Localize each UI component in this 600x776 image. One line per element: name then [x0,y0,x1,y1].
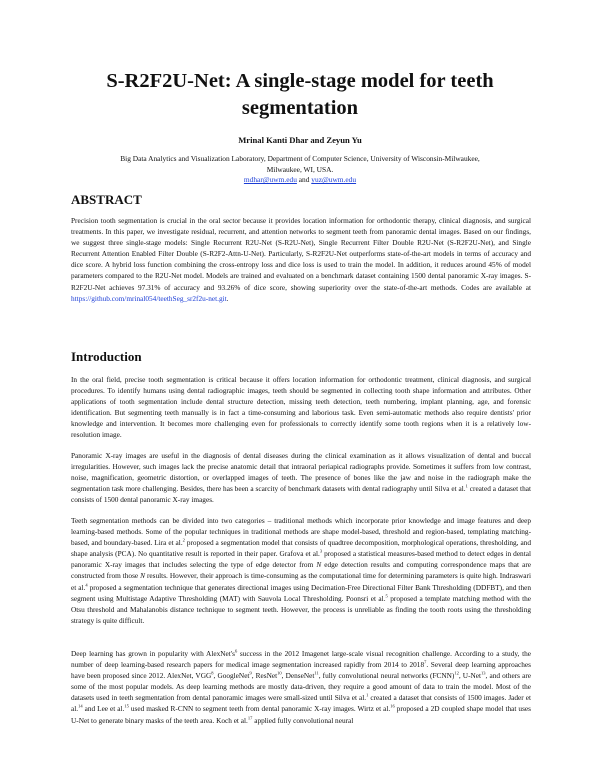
intro-paragraph-3 [71,515,531,626]
text-run: proposed a segmentation technique that generates directional images using Decimation-Free Directional Filter Bank Thresholding (DDFBT), and then segment using Multistage Adaptive Thresholding (MAT) with Sauvola Local Thresholding. Poonsri et al. [71,582,531,603]
text-run: results. However, their approach is time-consuming as the computational time for determining parameters is quite high. Indraswari et al. [71,571,531,592]
citation[interactable]: 13 [481,670,486,676]
italic-n: N [316,560,322,570]
citation[interactable]: 8 [211,670,214,676]
text-run: , ResNet [251,671,278,681]
citation[interactable]: 11 [314,670,319,676]
citation[interactable]: 16 [390,704,395,710]
citation[interactable]: 17 [247,715,253,721]
email-line [70,175,530,186]
intro-paragraph-2 [71,450,531,505]
citation[interactable]: 7 [424,659,427,665]
text-run: applied fully convolutional neural [252,715,354,725]
text-run: proposed a statistical measures-based method to detect edges in dental panoramic X-ray images that includes selecting the type of edge detector from [71,549,531,570]
text-run: . Several deep learning approaches have been proposed since 2012. AlexNet, VGG [71,660,531,681]
code-link[interactable]: https://github.com/mrinal054/teethSeg_sr2f2u-net.git [71,293,227,303]
citation[interactable]: 14 [78,704,83,710]
italic-n: N [140,571,146,581]
citation[interactable]: 1 [366,692,369,698]
text-run: created a dataset that consists of 1500 dental panoramic X-ray images. [71,484,531,505]
abstract-heading: ABSTRACT [71,192,142,207]
abstract-paragraph [71,215,531,304]
introduction-heading: Introduction [71,349,142,364]
text-run: proposed a segmentation model that consists of quadtree decomposition, morphological operations, thresholding, and shape analysis (PCA). No quantitative result is reported in their paper. Grafova et al. [71,538,531,559]
text-run: proposed a 2D coupled shape model that uses U-Net to generate binary masks of the teeth area. Koch et al. [71,704,531,725]
text-run: success in the 2012 Imagenet large-scale visual recognition challenge. According to a study, the number of deep learning-based research papers for medical image segmentation increased rapidly from 2014 to 2018 [71,649,531,670]
intro-paragraph-4 [71,648,531,726]
affiliation-line-1: Big Data Analytics and Visualization Laboratory, Department of Computer Science, University of Wisconsin-Milwaukee, [120,154,480,163]
text-run: created a dataset that consists of 1500 images. Jader et al. [71,693,531,714]
citation[interactable]: 10 [277,670,282,676]
title-line-1: S-R2F2U-Net: A single-stage model for teeth [106,70,494,92]
text-run: and Lee et al. [82,704,125,714]
affiliation [70,154,530,186]
abstract-end: . [226,293,229,303]
text-run: , GoogleNet [213,671,250,681]
text-run: , fully convolutional neural networks (FCNN) [318,671,455,681]
email-join: and [298,175,310,185]
text-run: , and others are some of the most popular models. As deep learning methods are mostly data-driven, they require a good amount of data to train the model. Most of the datasets used in teeth segmentation from dental panoramic images were small-sized until Silva et al. [71,671,532,703]
abstract-text: Precision tooth segmentation is crucial in the oral sector because it provides location information for orthodontic therapy, clinical diagnosis, and surgical treatments. In this paper, we investigate residual, recurrent, and attention networks to segment teeth from panoramic dental images. Based on our findings, we suggest three single-stage models: Single Recurrent R2U-Net (S-R2U-Net), Single Recurrent Filter Double R2U-Net (S-R2F2U-Net), and Single Recurrent Attention Enabled Filter Double (S-R2F2-Attn-U-Net). Particularly, S-R2F2U-Net outperforms state-of-the-art models in terms of accuracy and dice score. A hybrid loss function combining the cross-entropy loss and dice loss is used to train the model. In addition, it reduces around 45% of model parameters compared to the R2U-Net model. Models are trained and evaluated on a benchmark dataset containing 1500 dental panoramic X-ray images. S-R2F2U-Net achieves 97.31% of accuracy and 93.26% of dice score, showing superiority over the state-of-the-art methods. Codes are available at [71,216,531,292]
paper-title [40,68,560,122]
citation[interactable]: 3 [319,548,323,554]
text-run: Deep learning has grown in popularity with AlexNet's [71,649,235,658]
text-run: Panoramic X-ray images are useful in the diagnosis of dental diseases during the clinical examination as it allows visualization of dental and buccal irregularities. However, such images lack the precise anatomic detail that intraoral periapical radiographs provide. Sometimes it suffers from low contrast, noise, magnification, geometric distortion, or overlapped images of teeth. The presence of bones like the jaw and noise in the radiograph make the segmentation task more challenging. Besides, there has been a scarcity of benchmark datasets with dental radiography until Silva et al. [71,451,531,494]
text-run: Teeth segmentation methods can be divided into two categories – traditional methods which incorporate prior knowledge and image features and deep learning-based methods. Some of the popular techniques in traditional methods are shape model-based, threshold and region-based, templating matching-based, and boundary-based. Lira et al. [71,516,531,548]
text-run: , DenseNet [281,671,315,681]
citation[interactable]: 2 [182,537,185,543]
authors: Mrinal Kanti Dhar and Zeyun Yu [238,135,362,145]
citation[interactable]: 15 [124,704,129,710]
text-run: edge detection results and computing correspondence maps that are constructed from those [71,560,531,581]
intro-paragraph-1: In the oral field, precise tooth segmentation is critical because it offers location information for orthodontic treatment, clinical diagnosis, and surgical procedures. To identify humans using dental radiographic images, teeth should be segmented in collecting tooth shape information and attributes. Other applications of tooth segmentation include dental structure detection, missing teeth detection, teeth numbering, implant planning, age, and forensic identification. But segmenting teeth manually is in fact a time-consuming and laborious task. Even semi-automatic methods also require dentists' prior knowledge and intervention. It becomes more challenging even for professionals to correctly identify some tooth regions when it is a relatively low-resolution image. [71,375,531,440]
citation[interactable]: 9 [249,670,252,676]
title-line-2: segmentation [241,97,359,119]
affiliation-line-2: Milwaukee, WI, USA. [266,164,334,174]
text-run: used masked R-CNN to segment teeth from dental panoramic X-ray images. Wirtz et al. [128,704,391,714]
email-link-1[interactable]: mdhar@uwm.edu [243,175,297,185]
citation[interactable]: 1 [465,483,468,489]
text-run: , U-Net [458,671,482,681]
text-run: proposed a template matching method with the Otsu threshold and Mahalanobis distance technique to segment teeth. However, the process is unreliable as finding the tooth roots using the thresholding strategy is quite difficult. [71,593,531,625]
citation[interactable]: 12 [454,670,459,676]
citation[interactable]: 4 [85,582,88,588]
citation[interactable]: 5 [385,593,388,599]
citation[interactable]: 6 [234,648,238,654]
email-link-2[interactable]: yuz@uwm.edu [311,175,357,185]
